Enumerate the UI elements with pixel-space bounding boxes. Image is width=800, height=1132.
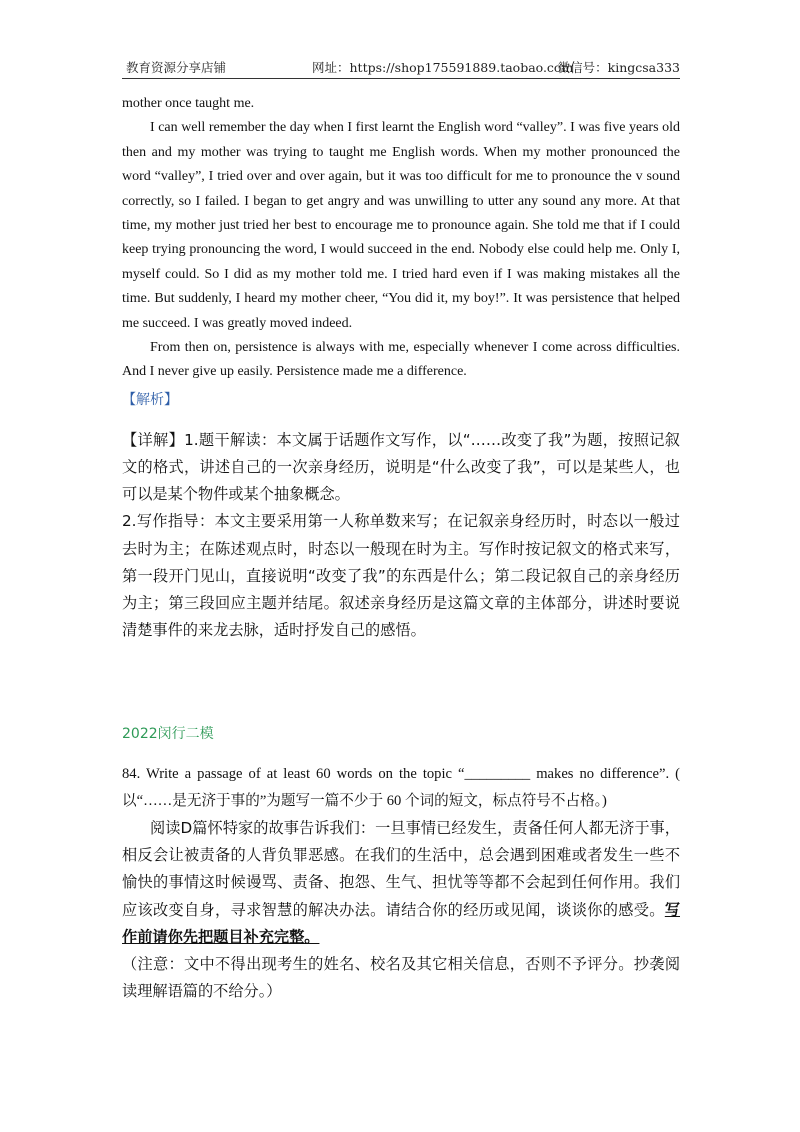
question-emphasis: 写作前请你先把题目补充完整。 xyxy=(122,900,680,946)
analysis-heading: 【解析】 xyxy=(122,391,178,408)
analysis-detail: 【详解】1.题干解读：本文属于话题作文写作，以“……改变了我”为题，按照记叙文的格式，讲述自己的一次亲身经历，说明是“什么改变了我”，可以是某些人，也可以是某个物件或某个抽象概念。 xyxy=(122,430,680,504)
essay-paragraph-2: From then on, persistence is always with me, especially whenever I come across difficulties. And I never give up easily. Persistence made me a difference. xyxy=(122,340,680,380)
question-body xyxy=(122,815,680,951)
header-wechat: 微信号：kingcsa333 xyxy=(557,60,680,75)
question-prompt: 84. Write a passage of at least 60 words on the topic “_________ makes no difference”. ( 以“……是无济于事的”为题写一篇不少于 60 个词的短文，标点符号不占格。) xyxy=(122,765,680,809)
page-header xyxy=(122,56,680,79)
question-note: （注意：文中不得出现考生的姓名、校名及其它相关信息，否则不予评分。抄袭阅读理解语篇的不给分。） xyxy=(122,954,680,1001)
analysis-guide: 2.写作指导：本文主要采用第一人称单数来写；在记叙亲身经历时，时态以一般过去时为主；在陈述观点时，时态以一般现在时为主。写作时按记叙文的格式来写，第一段开门见山，直接说明“改变了我”的东西是什么；第二段记叙自己的亲身经历为主；第三段回应主题并结尾。叙述亲身经历是这篇文章的主体部分，讲述时要说清楚事件的来龙去脉，适时抒发自己的感悟。 xyxy=(122,512,680,640)
essay-paragraph-1: I can well remember the day when I first learnt the English word “valley”. I was five years old then and my mother was trying to taught me English words. When my mother pronounced the word “valley”, I tried over and over again, but it was too difficult for me to pronounce the v sound correctly, so I failed. I began to get angry and was unwilling to utter any sound any more. At that time, my mother just tried her best to encourage me to pronounce again. She told me that if I could keep trying pronouncing the word, I would succeed in the end. Nobody else could help me. Only I, myself could. So I did as my mother told me. I tried hard even if I was making mistakes all the time. But suddenly, I heard my mother cheer, “You did it, my boy!”. It was persistence that helped me succeed. I was greatly moved indeed. xyxy=(122,120,680,331)
question-body-text: 阅读D篇怀特家的故事告诉我们：一旦事情已经发生，责备任何人都无济于事，相反会让被责备的人背负罪恶感。在我们的生活中，总会遇到困难或者发生一些不愉快的事情这时候谩骂、责备、抱怨、生气、担忧等等都不会起到任何作用。我们应该改变自身，寻求智慧的解决办法。请结合你的经历或见闻，谈谈你的感受。 xyxy=(122,818,680,919)
header-url[interactable]: 网址：https://shop175591889.taobao.com xyxy=(312,60,574,75)
question-source: 2022闵行二模 xyxy=(122,725,214,742)
essay-line: mother once taught me. xyxy=(122,96,255,111)
header-shop-name: 教育资源分享店铺 xyxy=(126,60,227,75)
document-body xyxy=(122,92,680,1005)
